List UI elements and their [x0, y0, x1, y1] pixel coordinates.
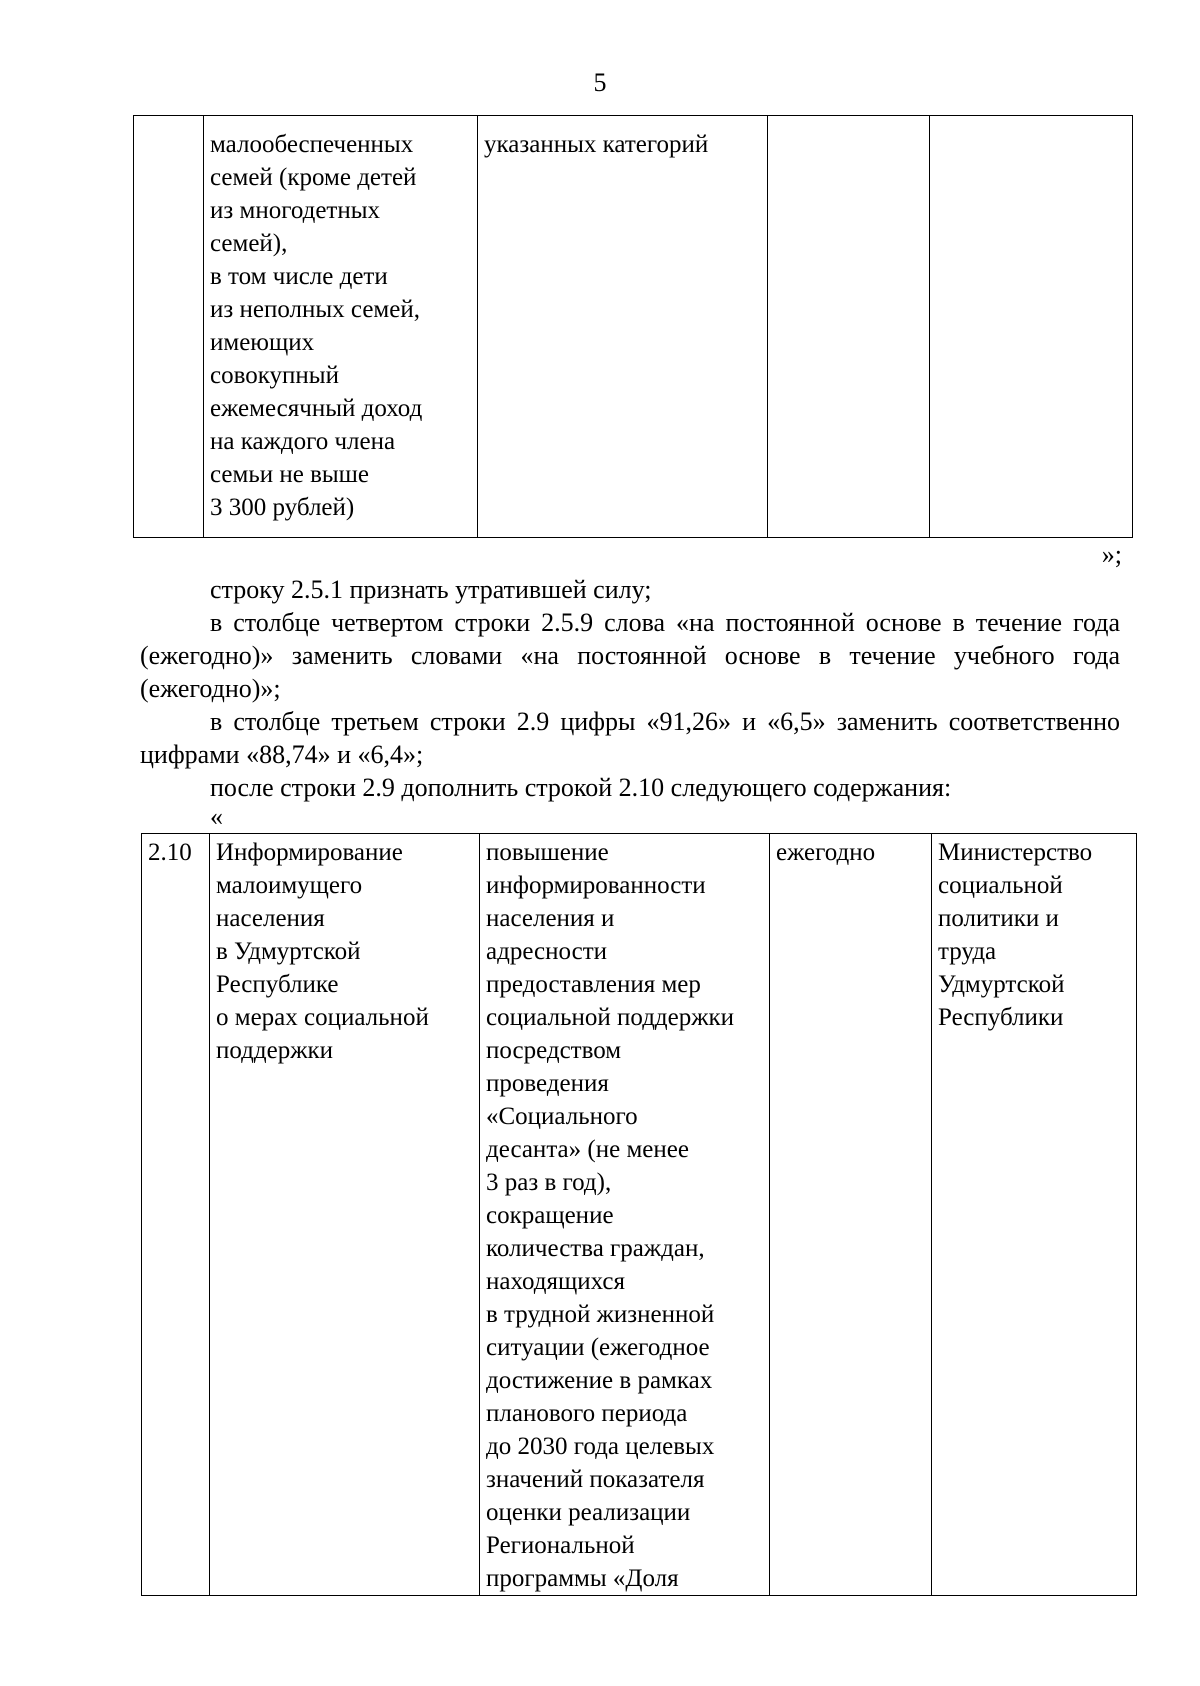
cell-name-text: Информирование малоимущего населения в Удмуртской Республике о мерах социальной поддержки — [216, 839, 429, 1064]
cell-term-text: ежегодно — [776, 839, 876, 866]
cell-num — [142, 834, 210, 1596]
cell-num-text: 2.10 — [148, 839, 192, 866]
cell-term — [768, 116, 930, 538]
paragraph-1: строку 2.5.1 признать утратившей силу; — [210, 575, 652, 604]
paragraph-3: в столбце третьем строки 2.9 цифры «91,26» и «6,5» заменить соответственно цифрами «88,74» и «6,4»; — [140, 707, 1120, 769]
cell-name — [204, 116, 478, 538]
table-bottom — [141, 833, 1137, 1596]
table-row — [134, 116, 1133, 538]
cell-result-text: указанных категорий — [484, 131, 709, 158]
cell-result — [480, 834, 770, 1596]
opening-quote: « — [210, 802, 223, 831]
cell-responsible — [930, 116, 1133, 538]
cell-term — [770, 834, 932, 1596]
closing-quote: »; — [1101, 540, 1122, 569]
cell-responsible — [932, 834, 1137, 1596]
page-number: 5 — [593, 68, 607, 97]
cell-name-text: малообеспеченных семей (кроме детей из многодетных семей), в том числе дети из неполных семей, имеющих совокупный ежемесячный доход на каждого члена семьи не выше 3 300 рублей) — [210, 131, 423, 521]
paragraph-2: в столбце четвертом строки 2.5.9 слова «на постоянной основе в течение года (ежегодно)» заменить словами «на постоянной основе в течение учебного года (ежегодно)»; — [140, 608, 1120, 703]
paragraph-4: после строки 2.9 дополнить строкой 2.10 следующего содержания: — [210, 773, 952, 802]
cell-name — [210, 834, 480, 1596]
table-row — [142, 834, 1137, 1596]
cell-result-text: повышение информированности населения и адресности предоставления мер социальной поддержки посредством проведения «Социального десанта» (не менее 3 раз в год), сокращение количества граждан, находящихся в трудной жизненной ситуации (ежегодное достижение в рамках планового периода до 2030 года целевых значений показателя оценки реализации Региональной программы «Доля — [486, 839, 735, 1592]
cell-responsible-text: Министерство социальной политики и труда Удмуртской Республики — [938, 839, 1093, 1031]
table-top — [133, 115, 1133, 538]
cell-num — [134, 116, 204, 538]
cell-result — [478, 116, 768, 538]
